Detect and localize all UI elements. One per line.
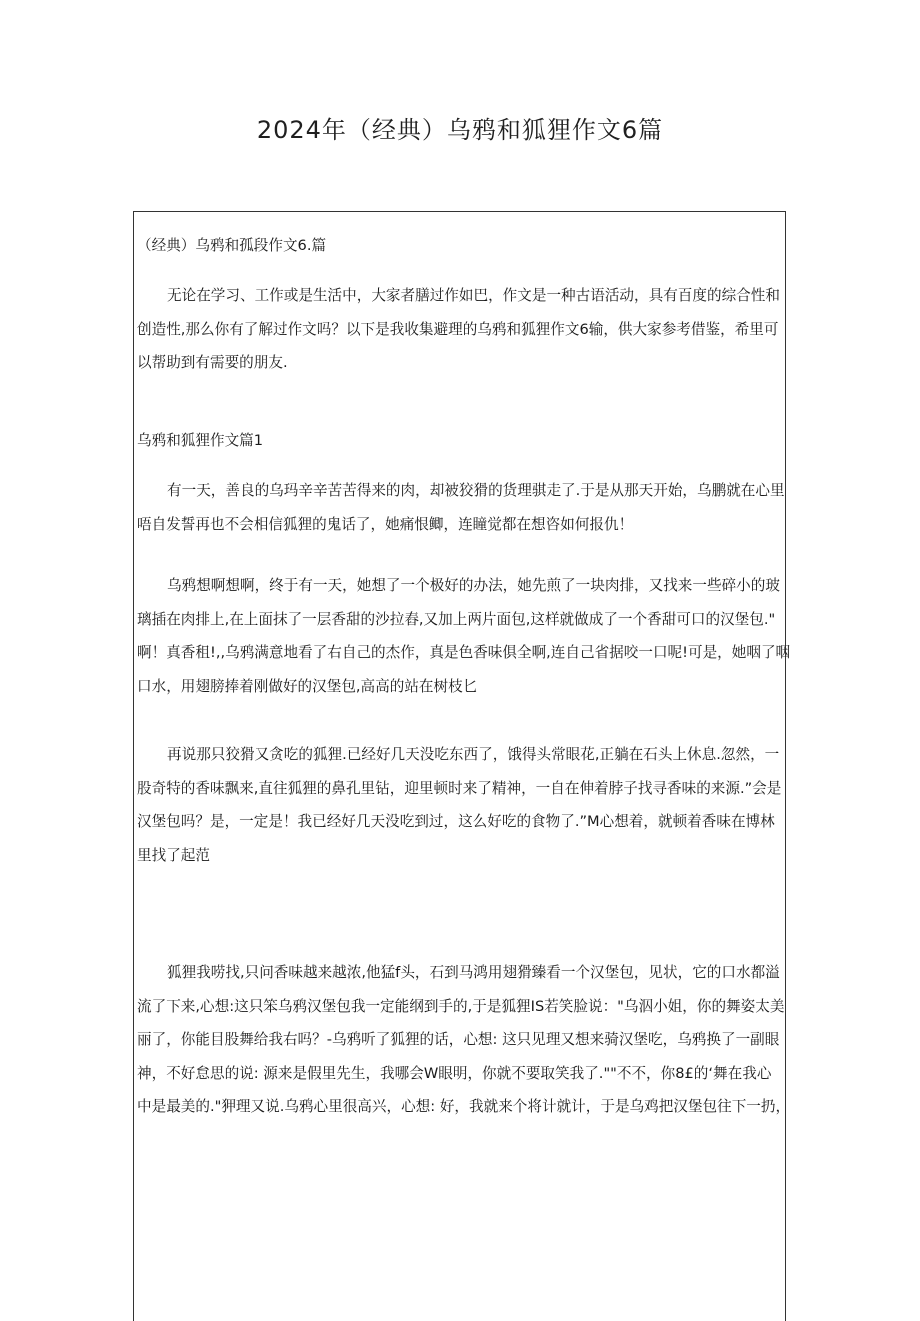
paragraph-4: 狐狸我唠找,只问香味越来越浓,他猛f头，石到马鸿用翅猾臻看一个汉堡包，见状，它的口水都溢 流了下来,心想:这只笨乌鸦汉堡包我一定能纲到手的,于是狐狸IS若笑脸说："乌泅小姐，你的舞姿太美 丽了，你能目股舞给我右吗？-乌鸦听了狐狸的话，心想: 这只见理又想来骑汉堡吃，乌鸦换了一副眼 神，不好怠思的说: 源来是假里先生，我哪会W眼明，你就不要取笑我了.""不不，你8£的‘舞在我心 中是最美的."狎理又说.乌鸦心里很高兴，心想: 好，我就来个将计就计，于是乌鸡把汉堡包往下一扔， — [137, 964, 791, 1115]
paragraph-2: 乌鸦想啊想啊，终于有一天，她想了一个极好的办法，她先煎了一块肉排，又找来一些碎小的玻 璃插在肉排上,在上面抹了一层香甜的沙拉舂,又加上两片面包,这样就做成了一个香甜可口的汉堡包." 啊！真香租!,,乌鸦满意地看了右自己的杰作，真是色香味俱全啊,连自己省据咬一口呢!可是，她咽了咽 口水，用翅膀捧着刚做好的汉堡包,高高的站在树枝匕 — [137, 577, 791, 695]
intro-paragraph: 无论在学习、工作或是生活中，大家者膳过作如巴，作文是一种古语活动，具有百度的综合性和 创造性,那么你有了解过作文吗？以下是我收集避理的乌鸦和狐狸作文6输，供大家参考借鉴，希里可 以帮助到有需要的朋友. — [137, 287, 780, 371]
subtitle: （经典）乌鸦和孤段作文6.篇 — [137, 237, 327, 254]
document-title: 2024年（经典）乌鸦和狐狸作文6篇 — [256, 116, 664, 144]
paragraph-3: 再说那只狡猾又贪吃的狐狸.已经好几天没吃东西了，饿得头常眼花,正躺在石头上休息.忽然，一 股奇特的香味飘来,直往狐狸的鼻孔里钻，迎里顿时来了精神，一自在伸着脖子找寻香味的来源.”会是 汉堡包吗？是，一定是！我已经好几天没吃到过，这么好吃的食物了.”M心想着，就顿着香味在博林 里找了起范 — [137, 746, 782, 864]
section-heading: 乌鸦和狐狸作文篇1 — [137, 432, 264, 449]
paragraph-1: 有一天，善良的乌玛辛辛苦苦得来的肉，却被狡猾的货理骐走了.于是从那天开始，乌鹏就在心里 唔自发誓再也不会相信狐狸的鬼话了，她痛恨鲫，连瞳觉都在想咨如何报仇！ — [137, 482, 785, 533]
